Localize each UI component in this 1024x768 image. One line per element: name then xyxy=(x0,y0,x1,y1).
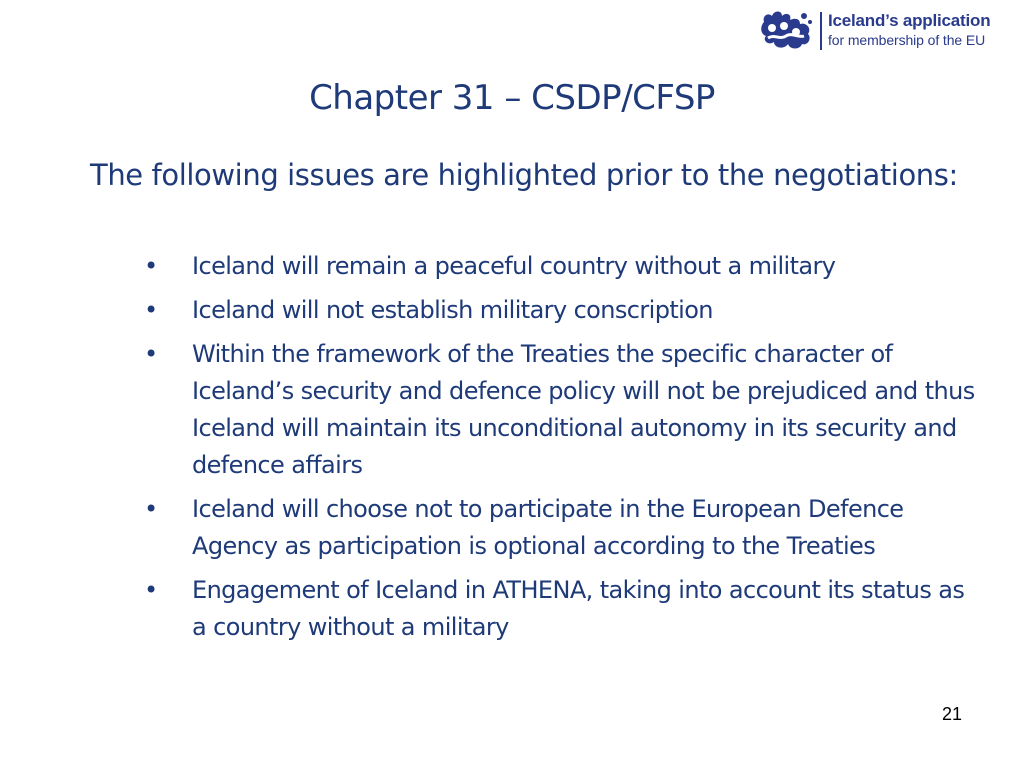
bullet-item xyxy=(140,572,980,646)
slide-title: Chapter 31 – CSDP/CFSP xyxy=(309,78,715,118)
bullet-dot: • xyxy=(144,495,158,523)
intro-text: The following issues are highlighted prior to the negotiations: xyxy=(90,158,958,192)
bullet-item xyxy=(140,336,980,484)
logo-text xyxy=(828,11,990,49)
bullet-list xyxy=(140,248,980,653)
bullet-dot: • xyxy=(144,252,158,280)
logo-title: Iceland’s application xyxy=(828,11,991,30)
bullet-dot: • xyxy=(144,296,158,324)
page-number: 21 xyxy=(941,704,962,724)
bullet-text: Iceland will remain a peaceful country without a military xyxy=(192,252,836,280)
iceland-map-icon xyxy=(760,8,814,52)
bullet-text: Within the framework of the Treaties the specific character of Iceland’s security and defence policy will not be prejudiced and thus Iceland will maintain its unconditional autonomy in its security and defence affairs xyxy=(192,340,975,479)
bullet-text: Engagement of Iceland in ATHENA, taking into account its status as a country without a military xyxy=(192,576,965,641)
bullet-dot: • xyxy=(144,340,158,368)
bullet-text: Iceland will not establish military conscription xyxy=(192,296,713,324)
logo-divider xyxy=(820,12,822,50)
bullet-item xyxy=(140,491,980,565)
bullet-item xyxy=(140,248,980,285)
bullet-item xyxy=(140,292,980,329)
bullet-text: Iceland will choose not to participate in the European Defence Agency as participation is optional according to the Treaties xyxy=(192,495,904,560)
bullet-dot: • xyxy=(144,576,158,604)
application-logo xyxy=(760,6,1012,54)
logo-subtitle: for membership of the EU xyxy=(828,32,986,48)
